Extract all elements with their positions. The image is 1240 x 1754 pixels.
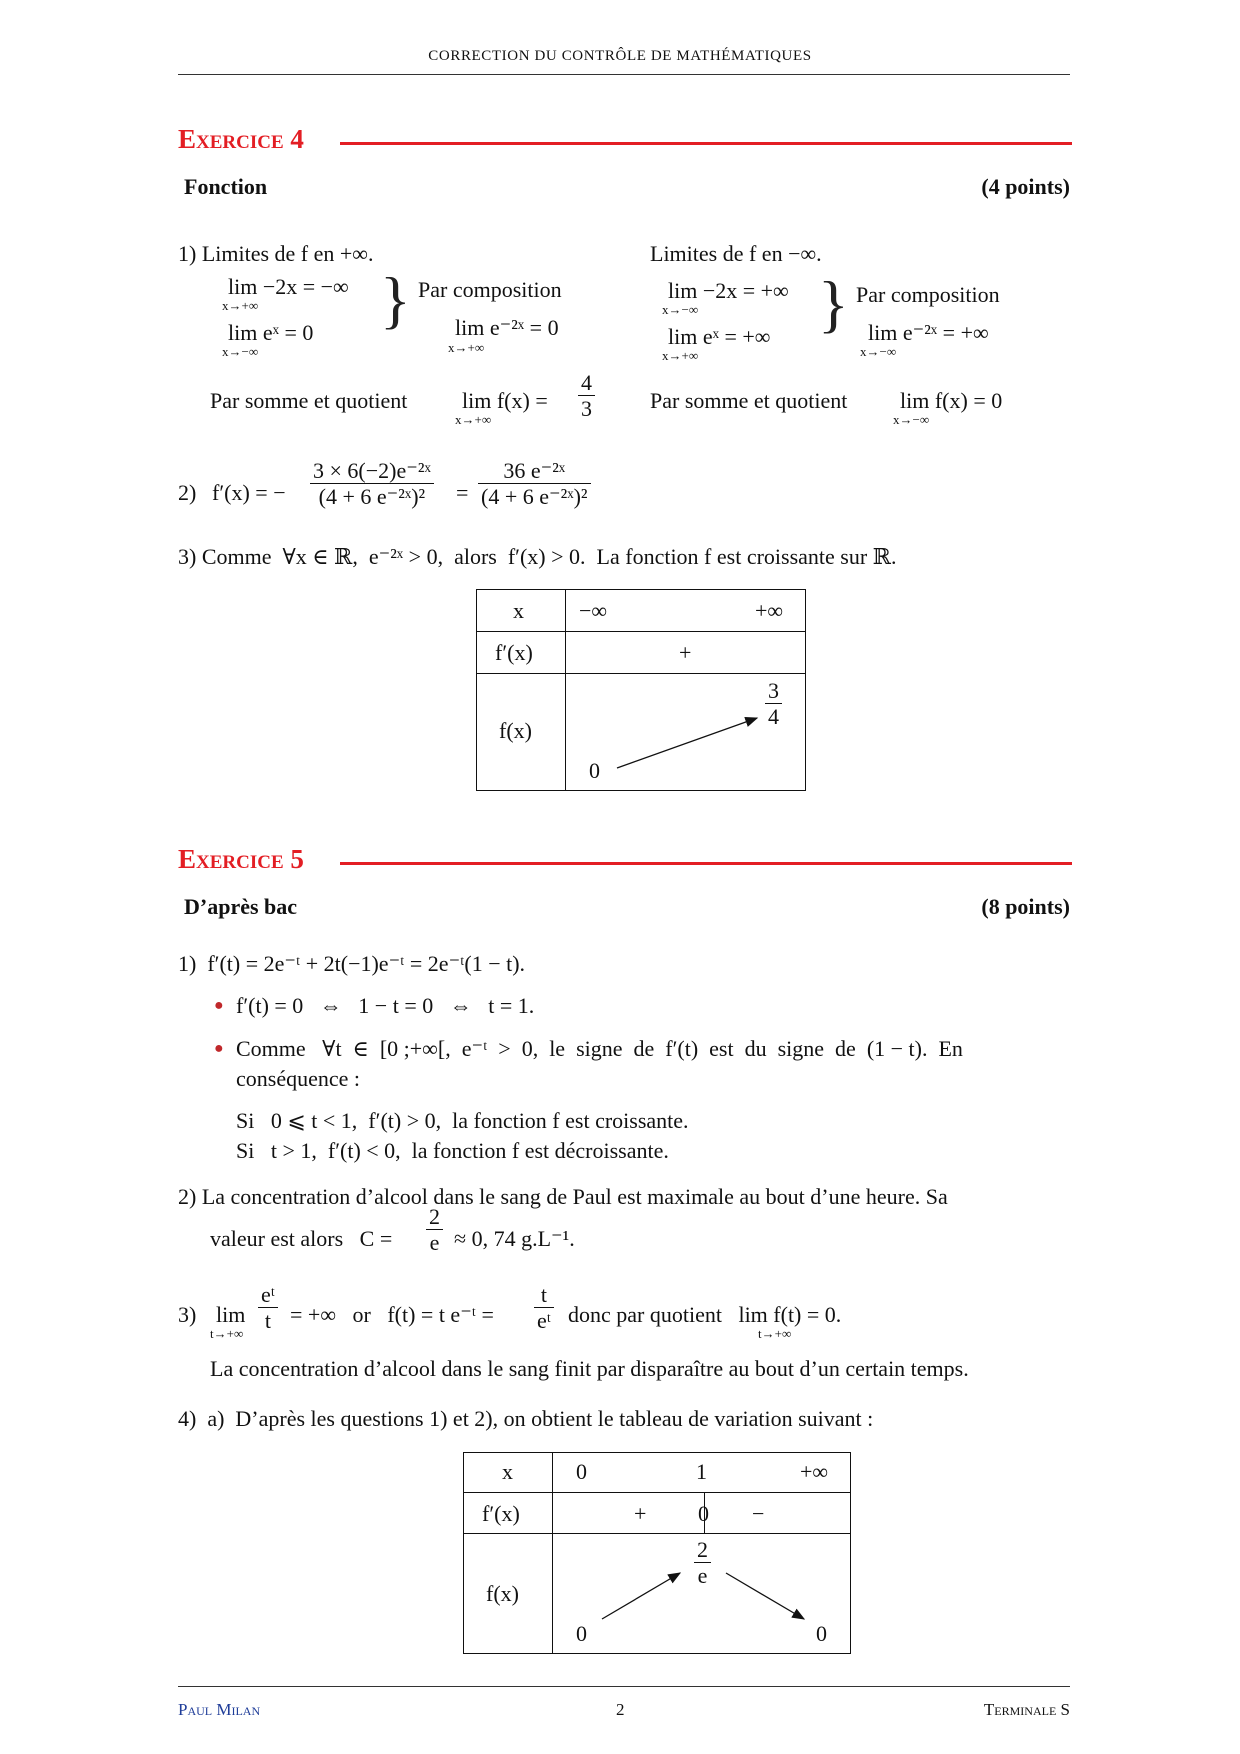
ex4-q1-right-comp-sub: x→−∞ (860, 344, 897, 359)
header-rule (178, 74, 1070, 75)
ex4-q1-right-comp-label: Par composition (856, 282, 1000, 307)
ex4-table-start: 0 (589, 758, 600, 783)
ex5-table-plus: + (634, 1501, 647, 1526)
ex5-table-right: 0 (816, 1621, 827, 1646)
ex4-q1-right-sum-label: Par somme et quotient (650, 388, 848, 413)
page-header: CORRECTION DU CONTRÔLE DE MATHÉMATIQUES (428, 48, 812, 64)
ex5-q3-num: eᵗ (258, 1282, 278, 1308)
ex4-q1-left-comp: lim e⁻²ˣ = 0 (455, 315, 559, 340)
ex4-table-sign: + (679, 640, 692, 665)
ex5-si2: Si t > 1, f′(t) < 0, la fonction f est décroissante. (236, 1138, 669, 1163)
ex4-q1-left-comp-sub: x→+∞ (448, 340, 485, 355)
ex5-arrow-down (726, 1573, 804, 1619)
ex4-q1-right-brace: } (818, 268, 849, 339)
ex4-table-minus-inf: −∞ (579, 598, 608, 623)
ex5-q2-line2a: valeur est alors C = (210, 1226, 393, 1251)
ex5-q3-mid: = +∞ or f(t) = t e⁻ᵗ = (290, 1302, 494, 1327)
ex5-table-left: 0 (576, 1621, 587, 1646)
ex5-q3-line2: La concentration d’alcool dans le sang finit par disparaître au bout d’un certain temps. (210, 1356, 969, 1381)
ex5-table-t: x (502, 1459, 513, 1484)
ex5-table-max-num: 2 (694, 1537, 711, 1563)
ex5-q2-num: 2 (426, 1204, 443, 1230)
ex5-table-minus: − (752, 1501, 765, 1526)
ex4-q2-label: 2) (178, 480, 197, 505)
ex4-q1-left-line1: lim −2x = −∞ (228, 274, 349, 299)
footer-rule (178, 1686, 1070, 1687)
ex4-q1-left-sum-label: Par somme et quotient (210, 388, 408, 413)
ex5-q2-line2b: ≈ 0, 74 g.L⁻¹. (454, 1226, 575, 1251)
ex4-table-arrow (477, 590, 805, 790)
exercise4-rule (340, 142, 1072, 145)
ex5-variation-table (463, 1452, 851, 1654)
ex4-q1-left-comp-label: Par composition (418, 277, 562, 302)
exercise5-title: Exercice 5 (178, 844, 304, 874)
ex5-table-max-den: e (697, 1563, 708, 1589)
ex5-table-v0: 0 (576, 1459, 587, 1484)
exercise5-subtitle: D’après bac (184, 894, 298, 919)
ex4-q2-num2: 36 e⁻²ˣ (478, 458, 591, 484)
ex4-q1-right-comp: lim e⁻²ˣ = +∞ (868, 320, 989, 345)
ex4-q1-left-sum-frac (578, 370, 595, 422)
footer-page-number: 2 (616, 1700, 625, 1719)
ex4-table-x: x (513, 598, 524, 623)
ex5-si1: Si 0 ⩽ t < 1, f′(t) > 0, la fonction f est croissante. (236, 1108, 689, 1133)
ex5-q3-end: donc par quotient lim f(t) = 0. (568, 1302, 842, 1327)
exercise4-title: Exercice 4 (178, 124, 304, 154)
exercise5-rule (340, 862, 1072, 865)
ex4-q1-left-line2: lim eˣ = 0 (228, 320, 314, 345)
ex4-q2-den1: (4 + 6 e⁻²ˣ)² (318, 484, 426, 510)
ex5-bullet2-line2: conséquence : (236, 1066, 360, 1091)
ex4-q1-left-sub2: x→−∞ (222, 344, 259, 359)
ex5-bullet2-icon: ● (214, 1040, 224, 1057)
ex4-q1-left-sum-lim: lim f(x) = (462, 388, 548, 413)
ex4-q2-num1: 3 × 6(−2)e⁻²ˣ (310, 458, 434, 484)
ex4-q1-right-sub1: x→−∞ (662, 302, 699, 317)
ex5-bullet2-line1: Comme ∀t ∈ [0 ;+∞[, e⁻ᵗ > 0, le signe de f′(t) est du signe de (1 − t). En (236, 1036, 963, 1061)
ex5-table-zero: 0 (698, 1501, 709, 1526)
exercise5-points: (8 points) (981, 894, 1070, 919)
ex4-q2-frac1 (310, 458, 434, 510)
ex5-q4-line: 4) a) D’après les questions 1) et 2), on obtient le tableau de variation suivant : (178, 1406, 874, 1431)
ex4-q2-den2: (4 + 6 e⁻²ˣ)² (481, 484, 588, 510)
ex4-q3-text: 3) Comme ∀x ∈ ℝ, e⁻²ˣ > 0, alors f′(x) > 0. La fonction f est croissante sur ℝ. (178, 544, 897, 569)
ex5-table-vinf: +∞ (800, 1459, 829, 1484)
ex5-q2-frac (426, 1204, 443, 1256)
ex5-bullet1-icon: ● (214, 997, 224, 1014)
ex4-q2-frac2 (478, 458, 591, 510)
ex4-q2-lhs: f′(x) = − (212, 480, 286, 505)
ex5-q2-den: e (429, 1230, 440, 1256)
ex5-q3-num2: t (534, 1282, 554, 1308)
ex5-table-f: f(x) (486, 1581, 519, 1606)
ex4-table-end-den: 4 (768, 704, 779, 730)
ex5-bullet1: f′(t) = 0 ⇔ 1 − t = 0 ⇔ t = 1. (236, 993, 535, 1018)
ex4-table-f: f(x) (499, 718, 532, 743)
ex5-q3-label: 3) (178, 1302, 197, 1327)
ex5-q3-frac2 (534, 1282, 554, 1334)
ex5-q3-lim-sub: t→+∞ (210, 1326, 244, 1341)
ex4-table-fprime: f′(x) (495, 640, 533, 665)
ex4-q2-eq: = (456, 480, 469, 505)
ex5-q1-line: 1) f′(t) = 2e⁻ᵗ + 2t(−1)e⁻ᵗ = 2e⁻ᵗ(1 − t). (178, 951, 526, 976)
footer-class: Terminale S (983, 1700, 1070, 1719)
ex4-q1-right-sum-sub: x→−∞ (893, 412, 930, 427)
ex4-q1-left-sum-num: 4 (578, 370, 595, 396)
ex5-q2-line1: 2) La concentration d’alcool dans le sang de Paul est maximale au bout d’une heure. Sa (178, 1184, 948, 1209)
ex4-q1-left-title: 1) Limites de f en +∞. (178, 241, 374, 266)
ex4-q1-left-sum-sub: x→+∞ (455, 412, 492, 427)
ex4-table-end-num: 3 (765, 678, 782, 704)
ex5-arrow-up (602, 1573, 680, 1619)
ex4-q1-right-sub2: x→+∞ (662, 348, 699, 363)
ex5-q3-frac1 (258, 1282, 278, 1334)
ex4-q1-right-line2: lim eˣ = +∞ (668, 324, 771, 349)
ex4-q1-left-brace: } (380, 264, 411, 335)
ex4-q1-right-title: Limites de f en −∞. (650, 241, 822, 266)
ex4-q1-right-sum: lim f(x) = 0 (900, 388, 1003, 413)
ex4-q1-left-sub1: x→+∞ (222, 298, 259, 313)
footer-author: Paul Milan (178, 1700, 261, 1719)
ex5-table-v1: 1 (696, 1459, 707, 1484)
exercise4-points: (4 points) (981, 174, 1070, 199)
ex5-table-arrows (464, 1453, 850, 1653)
ex5-table-fprime: f′(x) (482, 1501, 520, 1526)
ex4-variation-table (476, 589, 806, 791)
ex5-q3-den2: eᵗ (537, 1308, 551, 1334)
ex5-q3-lim: lim (216, 1302, 246, 1327)
ex4-table-plus-inf: +∞ (755, 598, 784, 623)
exercise4-subtitle: Fonction (184, 174, 268, 199)
ex5-q3-end-sub: t→+∞ (758, 1326, 792, 1341)
ex4-q1-right-line1: lim −2x = +∞ (668, 278, 789, 303)
ex4-q1-left-sum-den: 3 (581, 396, 592, 422)
ex5-q3-den: t (264, 1308, 272, 1334)
